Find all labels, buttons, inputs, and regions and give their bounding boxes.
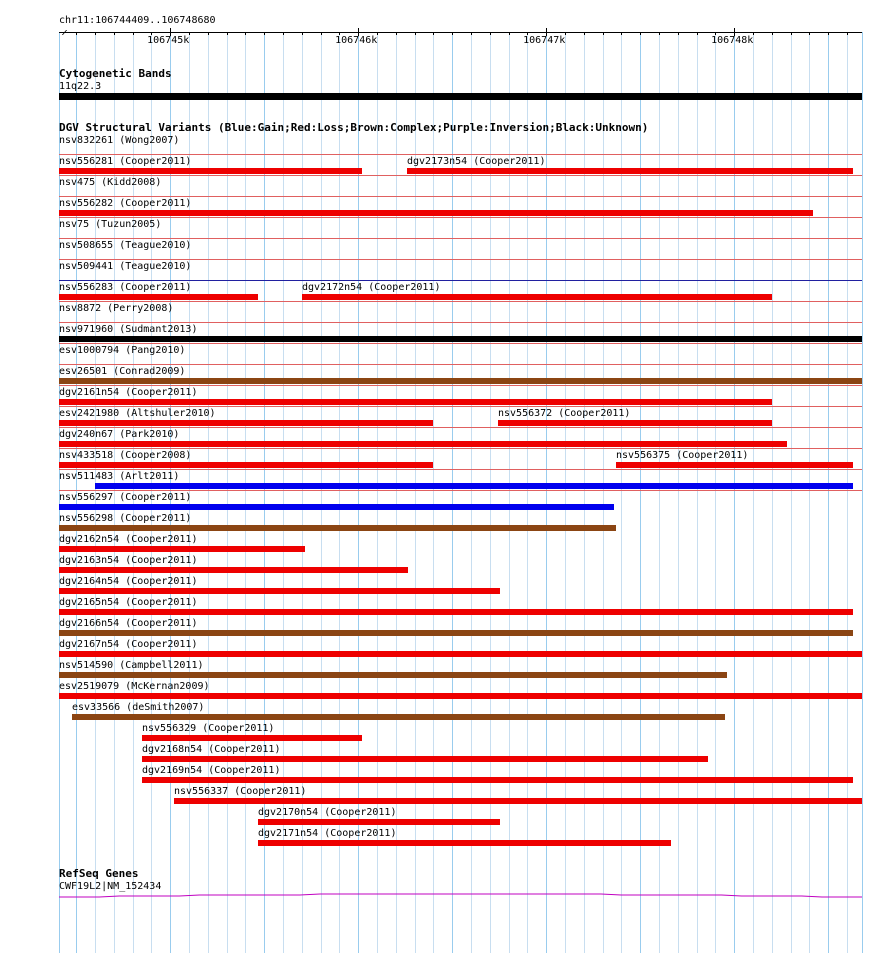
variant-label[interactable]: nsv556281 (Cooper2011) (59, 156, 192, 167)
variant-label[interactable]: nsv556298 (Cooper2011) (59, 513, 192, 524)
ruler-minor-tick (697, 32, 698, 35)
variant-label[interactable]: esv2421980 (Altshuler2010) (59, 408, 216, 419)
variant-label[interactable]: nsv556297 (Cooper2011) (59, 492, 192, 503)
variant-label[interactable]: esv2519079 (McKernan2009) (59, 681, 210, 692)
variant-label[interactable]: dgv2171n54 (Cooper2011) (258, 828, 397, 839)
row-separator (59, 322, 862, 323)
ruler-minor-tick (828, 32, 829, 35)
ruler-minor-tick (396, 32, 397, 35)
variant-label[interactable]: dgv2172n54 (Cooper2011) (302, 282, 441, 293)
ruler-tick-label: 106746k (335, 35, 378, 46)
ruler-minor-tick (678, 32, 679, 35)
ruler-tick-label: 106747k (523, 35, 566, 46)
ruler-minor-tick (772, 32, 773, 35)
variant-label[interactable]: nsv509441 (Teague2010) (59, 261, 192, 272)
variant-bar-loss[interactable] (258, 819, 500, 825)
ruler-minor-tick (321, 32, 322, 35)
ruler-tick-label: 106748k (711, 35, 754, 46)
variant-label[interactable]: dgv2165n54 (Cooper2011) (59, 597, 198, 608)
ruler-minor-tick (603, 32, 604, 35)
variant-label[interactable]: dgv2163n54 (Cooper2011) (59, 555, 198, 566)
variant-label[interactable]: nsv514590 (Campbell2011) (59, 660, 204, 671)
ruler-minor-tick (302, 32, 303, 35)
variant-label[interactable]: nsv556375 (Cooper2011) (616, 450, 749, 461)
grid-edge-line (862, 32, 863, 953)
variant-bar-loss[interactable] (59, 609, 853, 615)
row-separator (59, 385, 862, 386)
variant-label[interactable]: nsv475 (Kidd2008) (59, 177, 162, 188)
variant-bar-loss[interactable] (59, 567, 408, 573)
variant-label[interactable]: nsv971960 (Sudmant2013) (59, 324, 198, 335)
row-separator (59, 154, 862, 155)
variant-label[interactable]: esv26501 (Conrad2009) (59, 366, 186, 377)
variant-label[interactable]: nsv556337 (Cooper2011) (174, 786, 307, 797)
cytoband-bar[interactable] (59, 93, 862, 100)
variant-label[interactable]: dgv2166n54 (Cooper2011) (59, 618, 198, 629)
variant-bar-complex[interactable] (72, 714, 725, 720)
variant-bar-loss[interactable] (142, 735, 362, 741)
ruler[interactable] (59, 30, 862, 46)
variant-bar-unknown[interactable] (59, 336, 862, 342)
variant-label[interactable]: nsv75 (Tuzun2005) (59, 219, 162, 230)
variant-bar-loss[interactable] (59, 210, 813, 216)
variant-label[interactable]: nsv556329 (Cooper2011) (142, 723, 275, 734)
variant-bar-loss[interactable] (59, 441, 787, 447)
variant-label[interactable]: nsv832261 (Wong2007) (59, 135, 180, 146)
ruler-minor-tick (584, 32, 585, 35)
variant-bar-complex[interactable] (59, 672, 727, 678)
row-separator (59, 364, 862, 365)
ruler-minor-tick (133, 32, 134, 35)
variant-label[interactable]: nsv556372 (Cooper2011) (498, 408, 631, 419)
variant-bar-loss[interactable] (59, 651, 862, 657)
variant-bar-complex[interactable] (59, 378, 862, 384)
variant-label[interactable]: nsv556283 (Cooper2011) (59, 282, 192, 293)
row-separator (59, 448, 862, 449)
variant-bar-loss[interactable] (59, 399, 772, 405)
ruler-minor-tick (433, 32, 434, 35)
ruler-minor-tick (490, 32, 491, 35)
variant-label[interactable]: dgv240n67 (Park2010) (59, 429, 180, 440)
variant-bar-loss[interactable] (59, 462, 433, 468)
cytoband-label: 11q22.3 (59, 81, 102, 92)
variant-bar-loss[interactable] (174, 798, 862, 804)
variant-bar-loss[interactable] (59, 420, 433, 426)
ruler-minor-tick (471, 32, 472, 35)
ruler-minor-tick (809, 32, 810, 35)
row-separator (59, 427, 862, 428)
ruler-minor-tick (659, 32, 660, 35)
variant-label[interactable]: nsv8872 (Perry2008) (59, 303, 174, 314)
ruler-minor-tick (791, 32, 792, 35)
ruler-minor-tick (264, 32, 265, 35)
ruler-minor-tick (245, 32, 246, 35)
ruler-minor-tick (95, 32, 96, 35)
cytoband-track-title: Cytogenetic Bands (59, 67, 172, 80)
gene-intron-line (59, 894, 862, 897)
variant-label[interactable]: dgv2170n54 (Cooper2011) (258, 807, 397, 818)
variant-label[interactable]: dgv2168n54 (Cooper2011) (142, 744, 281, 755)
dgv-track-title: DGV Structural Variants (Blue:Gain;Red:Loss;Brown:Complex;Purple:Inversion;Black:Unknown) (59, 121, 649, 134)
variant-bar-loss[interactable] (258, 840, 671, 846)
variant-bar-complex[interactable] (59, 630, 853, 636)
ruler-minor-tick (621, 32, 622, 35)
ruler-minor-tick (415, 32, 416, 35)
ruler-minor-tick (227, 32, 228, 35)
variant-bar-loss[interactable] (302, 294, 772, 300)
variant-label[interactable]: dgv2161n54 (Cooper2011) (59, 387, 198, 398)
row-separator (59, 259, 862, 260)
ruler-minor-tick (283, 32, 284, 35)
variant-label[interactable]: nsv508655 (Teague2010) (59, 240, 192, 251)
variant-label[interactable]: esv1000794 (Pang2010) (59, 345, 186, 356)
ruler-minor-tick (208, 32, 209, 35)
row-separator (59, 238, 862, 239)
row-separator (59, 406, 862, 407)
variant-bar-loss[interactable] (616, 462, 853, 468)
variant-label[interactable]: dgv2164n54 (Cooper2011) (59, 576, 198, 587)
refseq-track-title: RefSeq Genes (59, 867, 139, 880)
variant-label[interactable]: nsv433518 (Cooper2008) (59, 450, 192, 461)
variant-bar-loss[interactable] (142, 777, 853, 783)
location-label: chr11:106744409..106748680 (59, 15, 216, 26)
gene-model[interactable] (0, 885, 890, 905)
ruler-tick-label: 106745k (147, 35, 190, 46)
variant-bar-loss[interactable] (142, 756, 708, 762)
variant-label[interactable]: esv33566 (deSmith2007) (72, 702, 205, 713)
ruler-minor-tick (452, 32, 453, 35)
row-separator (59, 469, 862, 470)
row-separator (59, 490, 862, 491)
variant-label[interactable]: nsv511483 (Arlt2011) (59, 471, 180, 482)
ruler-minor-tick (847, 32, 848, 35)
gene-label: CWF19L2|NM_152434 (59, 881, 162, 892)
ruler-minor-tick (640, 32, 641, 35)
variant-label[interactable]: nsv556282 (Cooper2011) (59, 198, 192, 209)
variant-label[interactable]: dgv2173n54 (Cooper2011) (407, 156, 546, 167)
row-separator (59, 196, 862, 197)
variant-bar-loss[interactable] (498, 420, 772, 426)
variant-bar-loss[interactable] (407, 168, 853, 174)
variant-label[interactable]: dgv2167n54 (Cooper2011) (59, 639, 198, 650)
variant-label[interactable]: dgv2169n54 (Cooper2011) (142, 765, 281, 776)
variant-bar-loss[interactable] (59, 588, 500, 594)
variant-bar-loss[interactable] (59, 546, 305, 552)
row-separator (59, 343, 862, 344)
variant-bar-loss[interactable] (59, 168, 362, 174)
variant-bar-gain[interactable] (59, 504, 614, 510)
row-separator (59, 175, 862, 176)
variant-bar-gain[interactable] (95, 483, 853, 489)
row-separator (59, 280, 862, 281)
ruler-axis-line (59, 32, 862, 33)
row-separator (59, 301, 862, 302)
variant-bar-complex[interactable] (59, 525, 616, 531)
ruler-minor-tick (114, 32, 115, 35)
row-separator (59, 217, 862, 218)
ruler-minor-tick (76, 32, 77, 35)
variant-label[interactable]: dgv2162n54 (Cooper2011) (59, 534, 198, 545)
variant-bar-loss[interactable] (59, 294, 258, 300)
variant-bar-loss[interactable] (59, 693, 862, 699)
ruler-minor-tick (509, 32, 510, 35)
